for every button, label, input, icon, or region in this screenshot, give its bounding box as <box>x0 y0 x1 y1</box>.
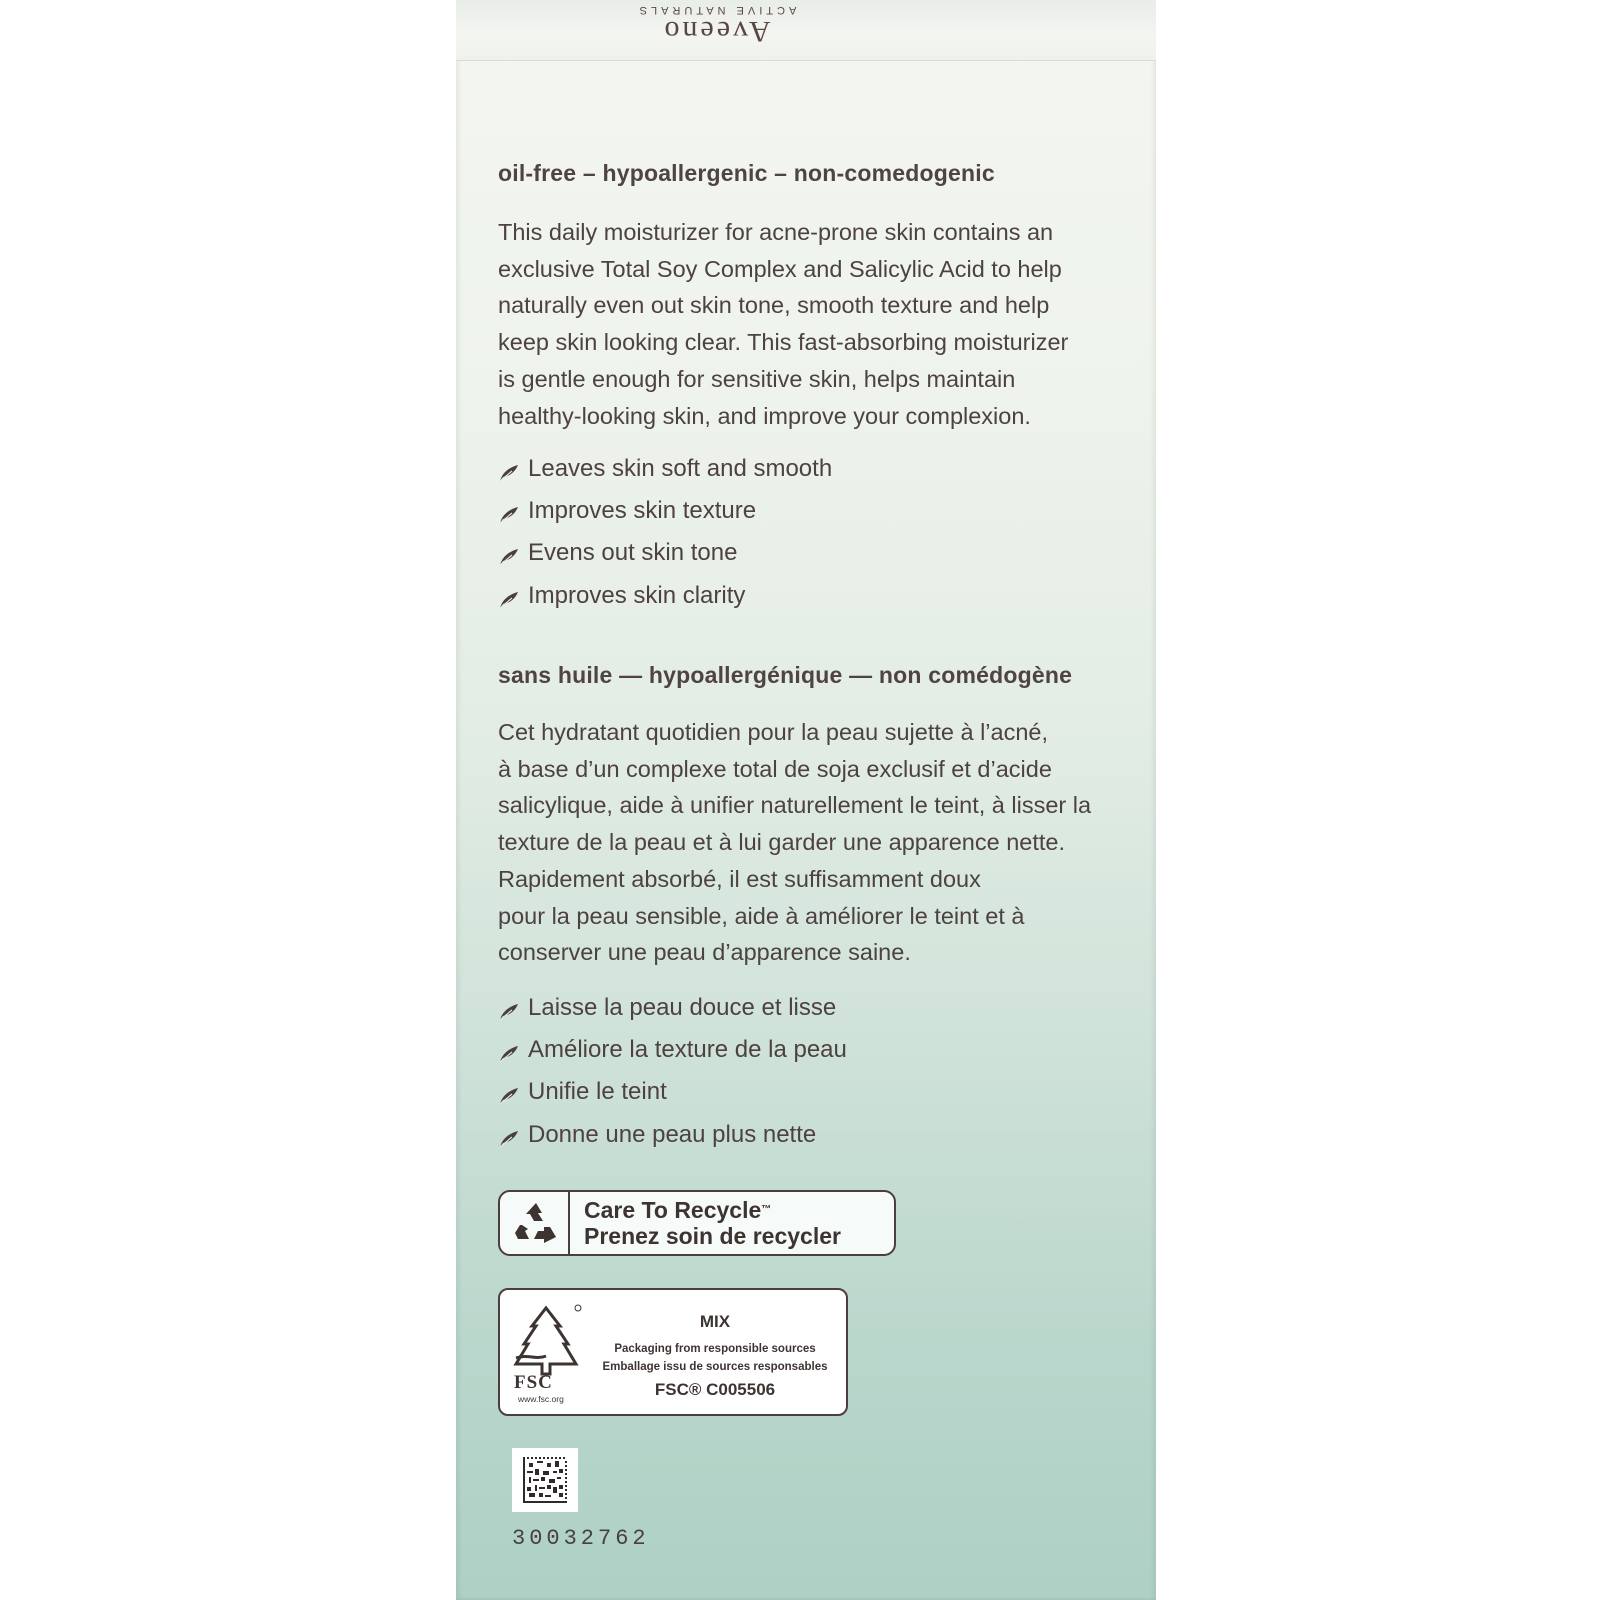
fsc-logo-text: FSC <box>514 1372 553 1393</box>
paragraph-line: This daily moisturizer for acne-prone skin contains an <box>498 219 1054 245</box>
list-item <box>498 575 1098 617</box>
leaf-icon <box>498 461 520 483</box>
list-item <box>498 1029 1098 1071</box>
product-code-number: 30032762 <box>512 1526 650 1551</box>
list-item <box>498 987 1098 1029</box>
paragraph-line: conserver une peau d’apparence saine. <box>498 939 911 966</box>
list-item <box>498 490 1098 532</box>
paragraph-line: is gentle enough for sensitive skin, helps maintain <box>498 365 1016 392</box>
fsc-certification-badge <box>498 1288 848 1416</box>
data-matrix-code <box>512 1448 578 1512</box>
fsc-url: www.fsc.org <box>518 1394 564 1404</box>
bullet-text: Evens out skin tone <box>528 539 738 567</box>
trademark-symbol: ™ <box>761 1204 772 1215</box>
english-bullet-list <box>498 448 1098 617</box>
paragraph-line: Cet hydratant quotidien pour la peau sujette à l’acné, <box>498 719 1049 745</box>
fsc-license-code: FSC® C005506 <box>654 1380 776 1399</box>
leaf-icon <box>498 503 520 525</box>
bullet-text: Improves skin clarity <box>528 581 746 609</box>
paragraph-line: exclusive Total Soy Complex and Salicylic Acid to help <box>498 255 1062 282</box>
leaf-icon <box>498 1127 520 1149</box>
bullet-text: Améliore la texture de la peau <box>528 1036 847 1064</box>
bullet-text: Donne une peau plus nette <box>528 1120 817 1148</box>
brand-logo-upside-down <box>616 4 816 46</box>
english-paragraph <box>498 214 1138 434</box>
bullet-text: Improves skin texture <box>528 497 757 525</box>
list-item <box>498 532 1098 574</box>
recycle-line1: Care To Recycle <box>584 1197 762 1223</box>
leaf-icon <box>498 1042 520 1064</box>
english-heading: oil-free – hypoallergenic – non-comedogenic <box>498 160 995 186</box>
french-heading: sans huile — hypoallergénique — non comédogène <box>498 662 1073 688</box>
top-flap <box>456 0 1156 61</box>
paragraph-line: naturally even out skin tone, smooth texture and help <box>498 292 1050 319</box>
product-box-back-panel <box>456 0 1156 1600</box>
leaf-icon <box>498 1000 520 1022</box>
french-bullet-list <box>498 987 1098 1156</box>
data-matrix-icon <box>523 1457 567 1503</box>
leaf-icon <box>498 588 520 610</box>
bullet-text: Unifie le teint <box>528 1078 667 1106</box>
list-item <box>498 1071 1098 1113</box>
paragraph-line: pour la peau sensible, aide à améliorer le teint et à <box>498 902 1025 929</box>
list-item <box>498 448 1098 490</box>
recycle-icon <box>504 1192 570 1254</box>
paragraph-line: healthy-looking skin, and improve your complexion. <box>498 402 1031 429</box>
fsc-line-french: Emballage issu de sources responsables <box>602 1361 828 1373</box>
brand-tagline: ACTIVE NATURALS <box>635 4 797 16</box>
list-item <box>498 1114 1098 1156</box>
recycle-line2: Prenez soin de recycler <box>584 1223 841 1249</box>
paragraph-line: salicylique, aide à unifier naturellement le teint, à lisser la <box>498 792 1092 819</box>
french-paragraph <box>498 714 1138 971</box>
care-to-recycle-badge <box>498 1190 896 1256</box>
fsc-mix-label: MIX <box>699 1312 731 1331</box>
paragraph-line: texture de la peau et à lui garder une apparence nette. <box>498 829 1066 856</box>
leaf-icon <box>498 545 520 567</box>
paragraph-line: keep skin looking clear. This fast-absorbing moisturizer <box>498 329 1069 356</box>
leaf-icon <box>498 1084 520 1106</box>
paragraph-line: à base d’un complexe total de soja exclusif et d’acide <box>498 755 1052 782</box>
bullet-text: Leaves skin soft and smooth <box>528 455 833 483</box>
bullet-text: Laisse la peau douce et lisse <box>528 994 837 1022</box>
recycle-text <box>570 1197 841 1249</box>
paragraph-line: Rapidement absorbé, il est suffisamment doux <box>498 865 981 892</box>
fsc-line-english: Packaging from responsible sources <box>614 1343 816 1355</box>
brand-name: Aveeno <box>661 15 771 48</box>
